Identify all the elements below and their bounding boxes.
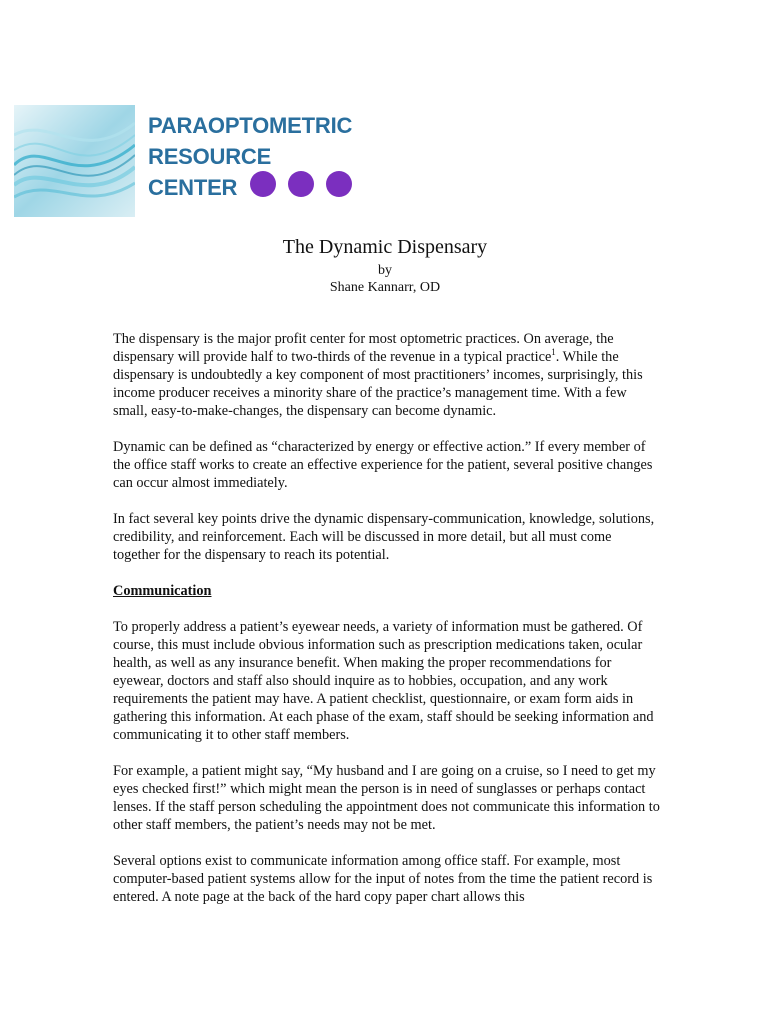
section-heading: Communication (113, 583, 212, 599)
logo-dot (250, 171, 276, 197)
paragraph: Several options exist to communicate information among office staff. For example, most computer-based patient systems allow for the input of notes from the time the patient record is entered. A note page at the back of the hard copy paper chart allows this (113, 853, 653, 905)
byline (0, 262, 770, 296)
paragraph-text: The dispensary is the major profit center for most optometric practices. On average, the dispensary will provide half to two-thirds of the revenue in a typical practice (113, 331, 614, 365)
logo (14, 105, 364, 217)
logo-dots (250, 171, 352, 197)
logo-dot (326, 171, 352, 197)
logo-line-2: RESOURCE (148, 144, 272, 169)
author-name: Shane Kannarr, OD (329, 280, 441, 295)
logo-dot (288, 171, 314, 197)
paragraph: Dynamic can be defined as “characterized by energy or effective action.” If every member of the office staff works to create an effective experience for the patient, several positive changes can occur almost immediately. (113, 439, 653, 491)
paragraph-text: . While the dispensary is undoubtedly a key component of most practitioners’ incomes, surprisingly, this income producer receives a minority share of the practice’s management time. With a few small, easy-to-make-changes, the dispensary can become dynamic. (113, 349, 643, 419)
logo-line-3: CENTER (148, 175, 238, 200)
paragraph (113, 330, 661, 420)
paragraph: For example, a patient might say, “My husband and I are going on a cruise, so I need to get my eyes checked first!” which might mean the person is in need of sunglasses or perhaps contact lenses. If the staff person scheduling the appointment does not communicate this information to other staff members, the patient’s needs may not be met. (113, 763, 660, 833)
paragraph: In fact several key points drive the dynamic dispensary-communication, knowledge, solutions, credibility, and reinforcement. Each will be discussed in more detail, but all must come together for the dispensary to reach its potential. (113, 511, 655, 563)
document-title: The Dynamic Dispensary (282, 236, 488, 258)
by-text: by (378, 263, 392, 278)
wave-graphic (14, 105, 135, 217)
logo-line-1: PARAOPTOMETRIC (148, 113, 353, 138)
document-body (113, 330, 661, 924)
footnote-marker: 1 (551, 347, 556, 358)
paragraph: To properly address a patient’s eyewear needs, a variety of information must be gathered. Of course, this must include obvious information such as prescription medications taken, ocular health, as well as any insurance benefit. When making the proper recommendations for eyewear, doctors and staff also should inquire as to hobbies, occupation, and any work requirements the patient may have. A patient checklist, questionnaire, or exam form aids in gathering this information. At each phase of the exam, staff should be seeking information and communicating it to other staff members. (113, 619, 654, 743)
